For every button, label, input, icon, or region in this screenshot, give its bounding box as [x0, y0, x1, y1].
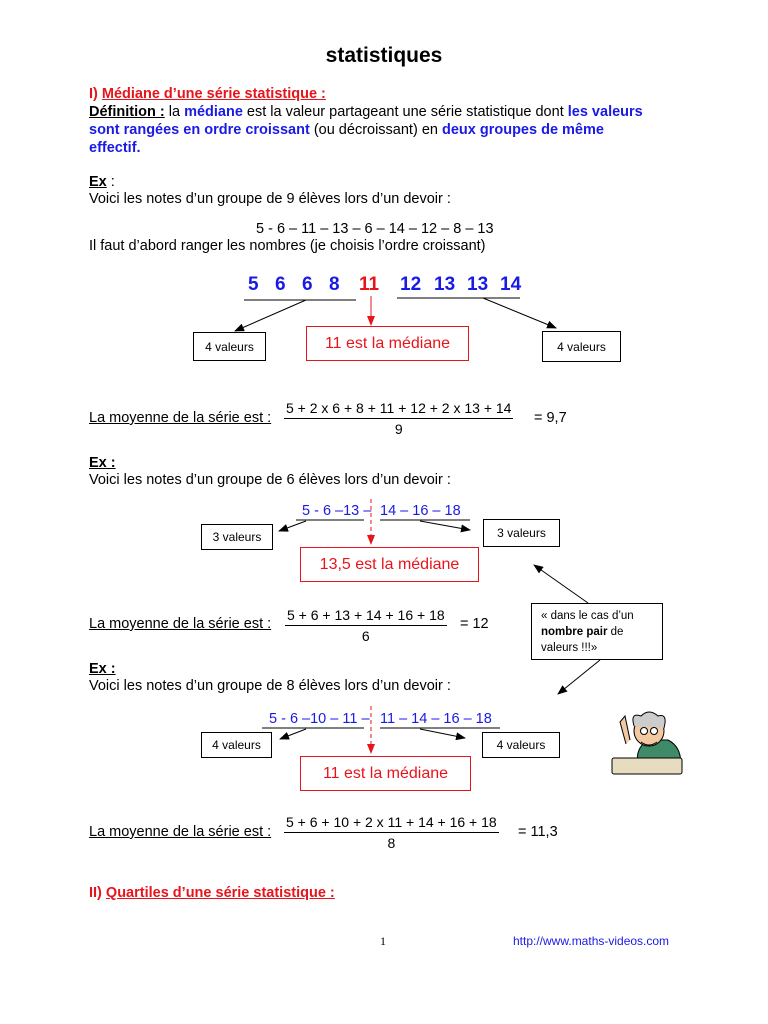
- ex1-mean-label: La moyenne de la série est :: [89, 410, 272, 426]
- ex3-mean-result: = 11,3: [518, 824, 558, 840]
- ex1-label-suffix: :: [106, 174, 115, 190]
- definition-highlight: les valeurs: [567, 104, 643, 120]
- ex3-intro: Voici les notes d’un groupe de 8 élèves lors d’un devoir :: [89, 678, 451, 694]
- ex2-mean-denominator: 6: [361, 628, 370, 644]
- ex3-median-box: 11 est la médiane: [300, 756, 471, 791]
- ex1-label-text: Ex: [89, 174, 107, 190]
- section-2-number: II): [89, 885, 102, 901]
- ex1-left-arrow: [235, 300, 306, 331]
- sorted-value: 12: [400, 274, 422, 295]
- ex1-left-count-box: 4 valeurs: [193, 332, 266, 361]
- ex3-mean-label: La moyenne de la série est :: [89, 824, 272, 840]
- definition-highlight: effectif.: [89, 140, 141, 156]
- definition-text: la: [164, 104, 185, 120]
- ex1-mean-denominator: 9: [394, 421, 403, 437]
- ex2-mean-label: La moyenne de la série est :: [89, 616, 272, 632]
- definition-text: (ou décroissant) en: [309, 122, 442, 138]
- definition-highlight: sont rangées en ordre croissant: [89, 122, 310, 138]
- professor-illustration: [612, 712, 682, 774]
- sorted-value: 5: [248, 274, 259, 295]
- ex2-left-series: 5 - 6 –13 –: [302, 503, 372, 519]
- sorted-value: 6: [302, 274, 313, 295]
- page-title: statistiques: [325, 44, 443, 67]
- ex2-right-arrow: [420, 521, 470, 530]
- ex2-mean-result: = 12: [460, 616, 489, 632]
- ex3-mean-denominator: 8: [387, 835, 396, 851]
- ex3-left-series: 5 - 6 –10 – 11 –: [269, 711, 370, 727]
- ex1-right-count-box: 4 valeurs: [542, 331, 621, 362]
- definition-highlight: deux groupes de même: [441, 122, 604, 138]
- ex2-left-count-box: 3 valeurs: [201, 524, 273, 550]
- definition-label: Définition :: [89, 104, 165, 120]
- callout-text: de: [607, 626, 624, 638]
- page-number: 1: [380, 934, 386, 948]
- callout-arrow-up: [534, 565, 588, 603]
- callout-line: « dans le cas d’un: [541, 610, 634, 622]
- ex1-mean-numerator: 5 + 2 x 6 + 8 + 11 + 12 + 2 x 13 + 14: [286, 400, 512, 416]
- ex3-left-count-box: 4 valeurs: [201, 732, 272, 758]
- callout-arrow-down: [558, 660, 600, 694]
- sorted-value: 6: [275, 274, 286, 295]
- sorted-value: 14: [500, 274, 522, 295]
- sorted-value: 13: [434, 274, 456, 295]
- section-2-title: Quartiles d’une série statistique :: [105, 885, 335, 901]
- ex1-right-arrow: [483, 298, 556, 328]
- ex1-median-box: 11 est la médiane: [306, 326, 469, 361]
- ex2-right-series: 14 – 16 – 18: [380, 503, 461, 519]
- ex2-intro: Voici les notes d’un groupe de 6 élèves lors d’un devoir :: [89, 472, 451, 488]
- median-value: 11: [359, 274, 380, 295]
- ex2-mean-numerator: 5 + 6 + 13 + 14 + 16 + 18: [287, 607, 445, 623]
- section-1-number: I): [89, 86, 98, 102]
- ex2-right-count-box: 3 valeurs: [483, 519, 560, 547]
- ex3-left-arrow: [280, 729, 306, 739]
- ex1-mean-result: = 9,7: [534, 410, 567, 426]
- footer-url: http://www.maths-videos.com: [513, 934, 670, 948]
- definition-text: est la valeur partageant une série statistique dont: [242, 104, 568, 120]
- callout-bold: nombre pair: [541, 626, 608, 638]
- ex1-raw-series: 5 - 6 – 11 – 13 – 6 – 14 – 12 – 8 – 13: [256, 221, 494, 237]
- ex2-left-arrow: [279, 521, 306, 531]
- ex3-right-series: 11 – 14 – 16 – 18: [380, 711, 492, 727]
- ex1-sort-note: Il faut d’abord ranger les nombres (je choisis l’ordre croissant): [89, 238, 486, 254]
- ex3-label: Ex :: [89, 661, 116, 677]
- ex3-right-count-box: 4 valeurs: [482, 732, 560, 758]
- callout-line: valeurs !!!»: [541, 642, 598, 654]
- sorted-value: 13: [467, 274, 489, 295]
- definition-term: médiane: [184, 104, 243, 120]
- ex1-intro: Voici les notes d’un groupe de 9 élèves lors d’un devoir :: [89, 191, 451, 207]
- section-1-title: Médiane d’une série statistique :: [101, 86, 326, 102]
- ex2-label: Ex :: [89, 455, 116, 471]
- sorted-value: 8: [329, 274, 340, 295]
- ex3-right-arrow: [420, 729, 465, 738]
- ex2-median-box: 13,5 est la médiane: [300, 547, 479, 582]
- ex3-mean-numerator: 5 + 6 + 10 + 2 x 11 + 14 + 16 + 18: [286, 814, 497, 830]
